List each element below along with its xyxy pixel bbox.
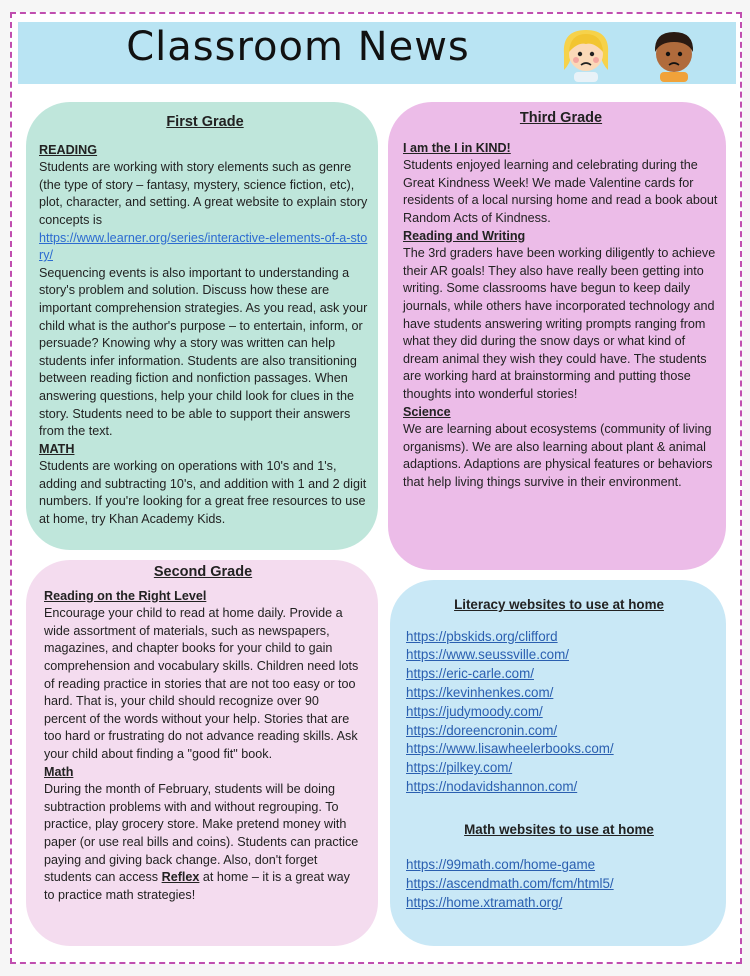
boy-avatar-icon [644, 24, 704, 84]
reading-writing-label: Reading and Writing [403, 228, 526, 243]
first-grade-section [26, 102, 378, 550]
websites-section [390, 580, 726, 946]
kindness-label: I am the I in KIND! [403, 140, 511, 155]
literacy-websites-heading: Literacy websites to use at home [454, 597, 664, 612]
reading-writing-text: The 3rd graders have been working diligently to achieve their AR goals! They also have really been getting into writing. Some classrooms have begun to keep daily journals, while others have incorporated technology and have students answering writing prompts ranging from what they did during the snow days or what kind of dream animal they wish they could have. The students are working hard at brainstorming and putting those thoughts into wonderful stories! [403, 246, 716, 401]
website-link[interactable]: https://doreencronin.com/ [406, 722, 558, 738]
third-grade-section [388, 102, 726, 570]
website-link[interactable]: https://ascendmath.com/fcm/html5/ [406, 876, 614, 892]
website-link[interactable]: https://www.seussville.com/ [406, 647, 569, 663]
second-grade-section [26, 560, 378, 946]
science-text: We are learning about ecosystems (community of living organisms). We are also learning about plant & animal adaptions. Adaptions are physical features or behaviors that help living things survive in their environment. [403, 422, 713, 489]
first-grade-math-text: Students are working on operations with 10's and 1's, adding and subtracting 10's, and addition with 1 and 2 digit numbers. If you're looking for a great free resources to use at home, try Khan Academy Kids. [39, 459, 367, 527]
first-grade-heading: First Grade [166, 114, 244, 130]
math-websites-heading: Math websites to use at home [464, 821, 654, 837]
website-link[interactable]: https://pbskids.org/clifford [406, 628, 558, 644]
website-link[interactable]: https://pilkey.com/ [406, 760, 513, 776]
girl-avatar-icon [556, 24, 616, 84]
math-links-list [406, 856, 712, 912]
website-link[interactable]: https://kevinhenkes.com/ [406, 684, 554, 700]
learner-story-link[interactable]: https://www.learner.org/series/interactive-elements-of-a-story/ [39, 230, 368, 263]
kindness-text: Students enjoyed learning and celebrating during the Great Kindness Week! We made Valentine cards for residents of a local nursing home and read a book about Random Acts of Kindness. [403, 158, 718, 225]
website-link[interactable]: https://www.lisawheelerbooks.com/ [406, 741, 614, 757]
first-grade-math-label: MATH [39, 441, 75, 456]
first-grade-reading-label: READING [39, 142, 98, 157]
page-title: Classroom News [126, 24, 470, 70]
right-level-text: Encourage your child to read at home daily. Provide a wide assortment of materials, such as newspapers, magazines, and chapter books for your child to gain comprehension and vocabulary skills. Children need lots of reading practice in stories that are not too easy or too hard. That is, your child should recognize over 90 percent of the words without your help. Stories that are too hard or frustrating do not advance reading skills. Ask your child about finding a "good fit" book. [44, 606, 359, 761]
second-grade-math-label: Math [44, 764, 74, 779]
literacy-links-list [406, 628, 712, 797]
reflex-link[interactable]: Reflex [161, 870, 200, 885]
science-label: Science [403, 404, 451, 419]
website-link[interactable]: https://home.xtramath.org/ [406, 894, 563, 910]
third-grade-heading: Third Grade [519, 110, 603, 126]
website-link[interactable]: https://judymoody.com/ [406, 703, 543, 719]
website-link[interactable]: https://99math.com/home-game [406, 857, 596, 873]
first-grade-reading-text-2: Sequencing events is also important to understanding a story's problem and solution. Discuss how these are important comprehension strategies. As you read, ask your child what is the author's purpose – to entertain, inform, or persuade? Knowing why a story was written can help students infer information. Students are also transitioning between reading fiction and nonfiction passages. When answering questions, help your child look for clues in the story. Students need to be able to support their answers from the text. [39, 265, 368, 439]
header-banner [18, 22, 736, 84]
first-grade-reading-text: Students are working with story elements such as genre (the type of story – fantasy, mystery, science fiction, etc), plot, character, and setting. A great website to explain story concepts is [39, 160, 368, 227]
website-link[interactable]: https://nodavidshannon.com/ [406, 778, 578, 794]
second-grade-math-text: During the month of February, students will be doing subtraction problems with and without regrouping. To practice, play grocery store. Make pretend money with paper (or use real bills and coins). Students can practice paying and giving back change. Also, don't forget students can access Reflex at home – it is a great way to practice math strategies! [44, 782, 359, 902]
second-grade-heading: Second Grade [153, 564, 253, 580]
website-link[interactable]: https://eric-carle.com/ [406, 666, 534, 682]
right-level-label: Reading on the Right Level [44, 588, 207, 603]
